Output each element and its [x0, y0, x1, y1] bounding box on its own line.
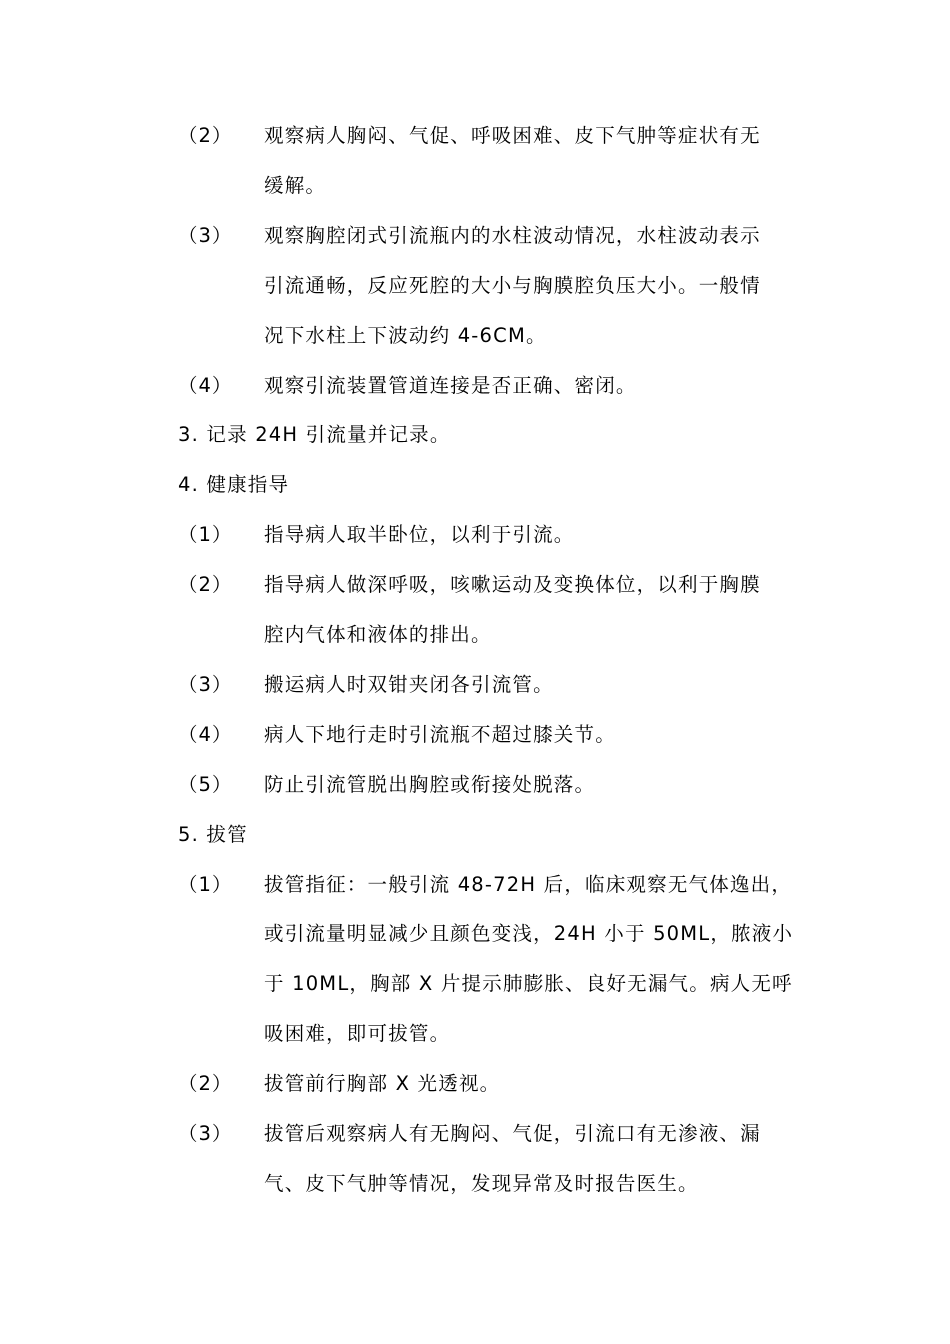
list-item-number: （1） [178, 523, 233, 547]
list-item-number: （3） [178, 672, 233, 696]
list-item-text-line: 指导病人做深呼吸，咳嗽运动及变换体位，以利于胸膜 [264, 573, 761, 597]
list-item-text-line: 指导病人取半卧位，以利于引流。 [264, 523, 575, 547]
list-item-text-line: 病人下地行走时引流瓶不超过膝关节。 [264, 722, 616, 746]
list-item-text-line: 防止引流管脱出胸腔或衔接处脱落。 [264, 772, 596, 796]
list-item-number: （3） [178, 1122, 233, 1145]
list-item-number: （5） [178, 772, 233, 796]
list-item-number: （2） [178, 124, 233, 147]
list-item-text-line: 引流通畅，反应死腔的大小与胸膜腔负压大小。一般情 [264, 273, 761, 297]
list-item-number: （2） [178, 1072, 233, 1096]
section-heading: 5. 拔管 [178, 822, 248, 846]
list-item-text-line: 观察病人胸闷、气促、呼吸困难、皮下气肿等症状有无 [264, 124, 761, 147]
list-item-text-line: 或引流量明显减少且颜色变浅，24H 小于 50ML，脓液小 [264, 922, 794, 946]
list-item-text-line: 观察胸腔闭式引流瓶内的水柱波动情况，水柱波动表示 [264, 223, 761, 247]
list-item-text-line: 于 10ML，胸部 X 片提示肺膨胀、良好无漏气。病人无呼 [264, 972, 793, 996]
list-item-number: （2） [178, 573, 233, 597]
list-item-text-line: 观察引流装置管道连接是否正确、密闭。 [264, 373, 637, 397]
list-item-text-line: 拔管前行胸部 X 光透视。 [264, 1072, 501, 1096]
list-item-text-line: 腔内气体和液体的排出。 [264, 623, 492, 646]
list-item-number: （4） [178, 373, 233, 397]
list-item-text-line: 气、皮下气肿等情况，发现异常及时报告医生。 [264, 1171, 699, 1195]
list-item-text-line: 况下水柱上下波动约 4-6CM。 [264, 323, 547, 347]
list-item-text-line: 搬运病人时双钳夹闭各引流管。 [264, 672, 554, 696]
section-heading: 4. 健康指导 [178, 473, 290, 497]
list-item-text-line: 拔管后观察病人有无胸闷、气促，引流口有无渗液、漏 [264, 1122, 761, 1145]
list-item-text-line: 缓解。 [264, 173, 327, 197]
list-item-text-line: 吸困难，即可拔管。 [264, 1022, 451, 1046]
list-item-number: （3） [178, 223, 233, 247]
list-item-text-line: 拔管指征：一般引流 48-72H 后，临床观察无气体逸出， [264, 872, 793, 896]
list-item-number: （1） [178, 872, 233, 896]
list-item-number: （4） [178, 722, 233, 746]
section-heading: 3. 记录 24H 引流量并记录。 [178, 423, 451, 447]
